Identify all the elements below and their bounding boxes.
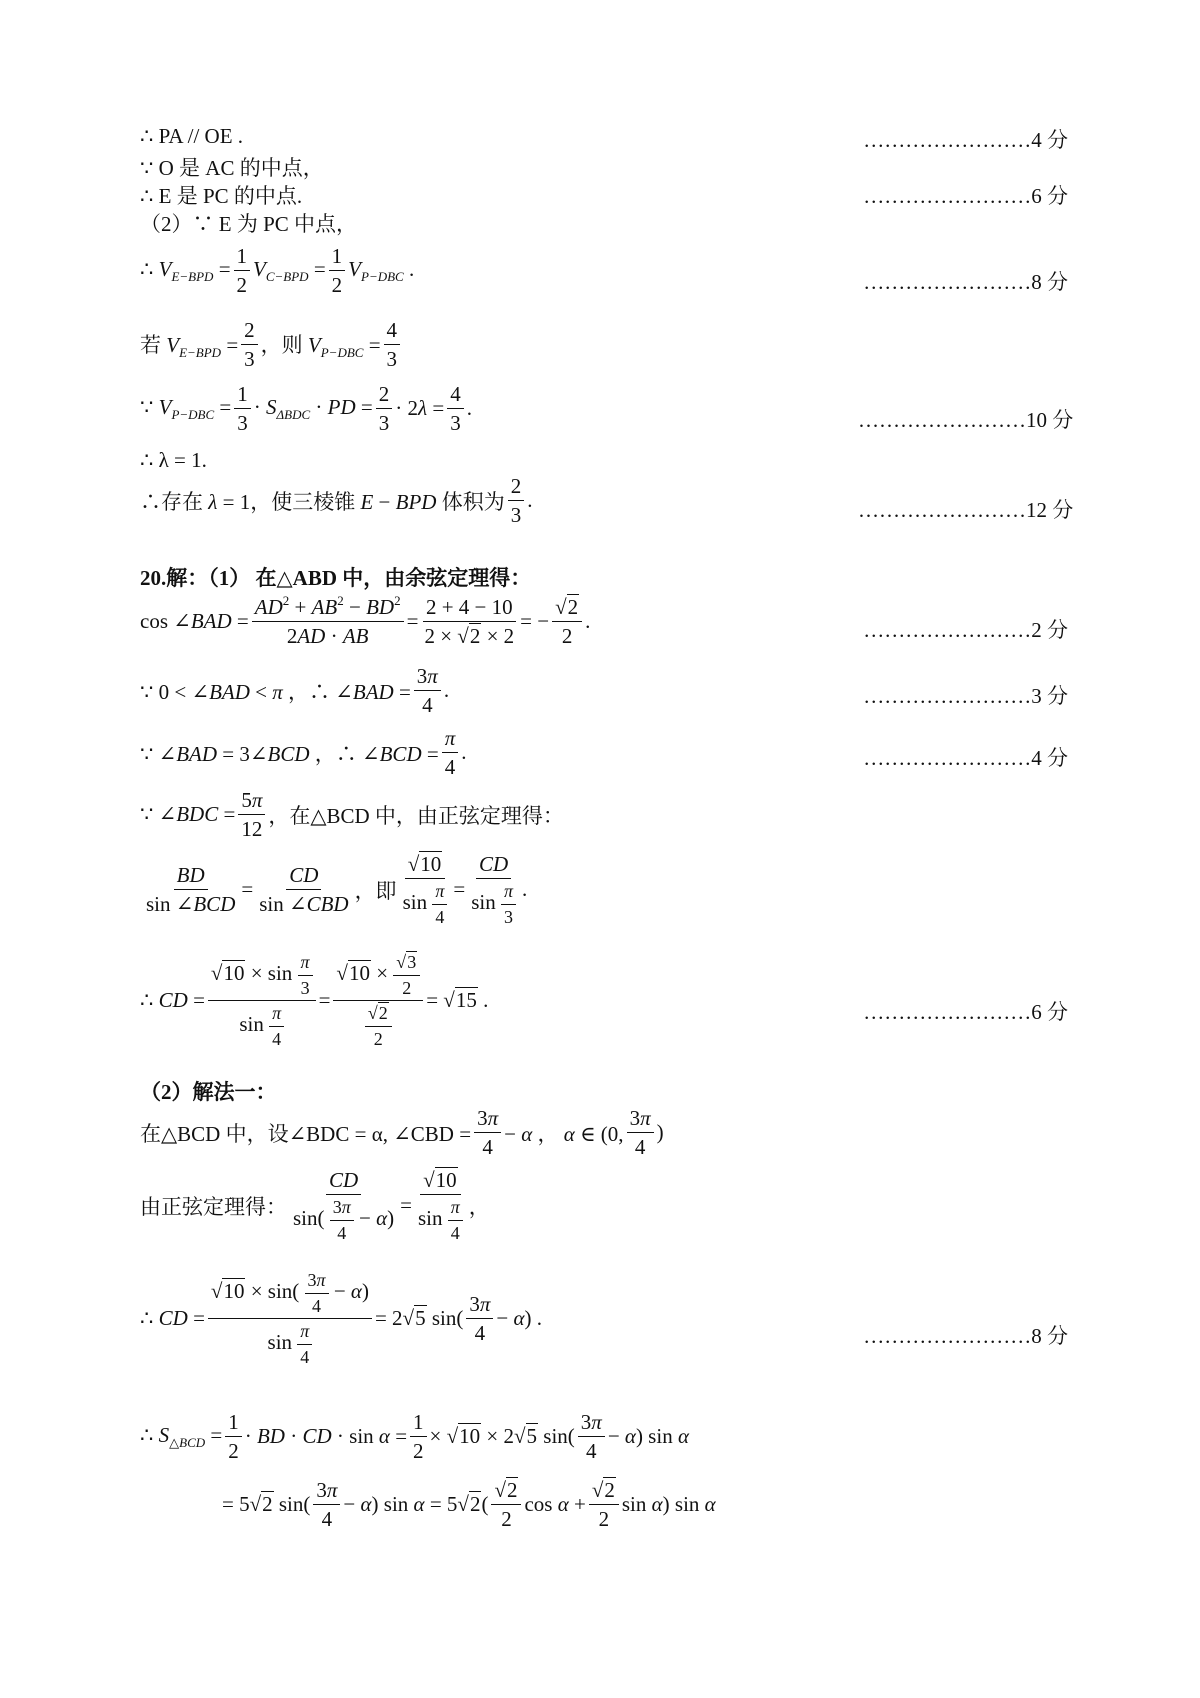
proof-line-pa-parallel-oe (140, 124, 243, 149)
score-8b: ……………………8 分 (863, 1324, 1068, 1348)
formula-angle-bad: ∵ 0 < ∠BAD < π ，∴ ∠BAD = $\frac{3\pi}{4}$ . (140, 664, 450, 718)
line-text: ∵ O 是 AC 的中点， (140, 156, 324, 180)
score-6: ……………………6 分 (863, 184, 1068, 208)
formula-law-of-sines: $\frac{BD}{\text{sin ∠BCD}}$ = $\frac{CD}{\text{sin ∠CBD}}$ ，即 √10 sin $\frac{\pi}{4}$ = CD sin $\frac{\pi}{3}$ . (146, 852, 528, 927)
score-8: ……………………8 分 (863, 270, 1068, 294)
line-text: ∴ E 是 PC 的中点. (140, 184, 303, 208)
line-text: 由正弦定理得： (140, 1194, 287, 1219)
score-10: ……………………10 分 (858, 408, 1074, 432)
line-text: ∴ λ = 1. (140, 448, 207, 472)
formula-set-angles: 在△BCD 中，设∠BDC = α, ∠CBD = $\frac{3\pi}{4}$ − α ， α ∈ (0, $\frac{3\pi}{4}$ ) (140, 1106, 664, 1160)
formula-cd-expression: ∴ CD = √10 × sin( $\frac{3\pi}{4}$ − α) sin $\frac{\pi}{4}$ = 2√5 sin( $\frac{3\pi}{4}$ − α) . (140, 1270, 542, 1368)
formula-conclusion-lambda: ∴存在 λ = 1，使三棱锥 E − BPD 体积为 $\frac{2}{3}$ . (140, 474, 533, 528)
proof-line-o-midpoint (140, 152, 324, 182)
formula-if-volume: 若 $V_{E-BPD}$ = $\frac{2}{3}$ ，则 $V_{P-DBC}$ = $\frac{4}{3}$ (140, 318, 403, 371)
formula-cos-bad: cos ∠BAD = $\frac{AD^2 + AB^2 - BD^2}{2AD \cdot AB}$ = $\frac{2 + 4 - 10}{2 \times √2 \times 2}$ = − $\frac{√2}{2}$ . (140, 593, 591, 649)
score-6b: ……………………6 分 (863, 1000, 1068, 1024)
problem-20-heading (140, 562, 531, 592)
score-3: ……………………3 分 (863, 684, 1068, 708)
formula-angle-bdc: ∵ ∠BDC = $\frac{5\pi}{12}$ ，在△BCD 中，由正弦定理得： (140, 788, 564, 842)
formula-volume-relation: ∴ $V_{E-BPD}$ = $\frac{1}{2}$ $V_{C-BPD}$ = $\frac{1}{2}$ $V_{P-DBC}$ . (140, 244, 415, 298)
formula-angle-bcd: ∵ ∠BAD = 3∠BCD ，∴ ∠BCD = $\frac{\pi}{4}$ . (140, 726, 467, 780)
proof-line-part2-start (140, 208, 357, 238)
line-text: （2）∵ E 为 PC 中点， (140, 212, 358, 236)
line-text: 在△BCD 中，设∠BDC = α, ∠CBD = (140, 1121, 472, 1146)
proof-line-e-midpoint (140, 180, 302, 210)
line-text: ，在△BCD 中，由正弦定理得： (268, 803, 564, 828)
formula-area-bcd: ∴ $S_{\triangle BCD}$ = $\frac{1}{2}$ · BD · CD · sin α = $\frac{1}{2}$ × √10 × 2√5 sin( $\frac{3\pi}{4}$ − α) sin α (140, 1410, 689, 1464)
line-text: （2）解法一： (140, 1080, 277, 1104)
score-2: ……………………2 分 (863, 618, 1068, 642)
formula-volume-pdbc: ∵ $V_{P-DBC}$ = $\frac{1}{3}$ · $S_{\Delta BDC}$ · PD = $\frac{2}{3}$ · 2λ = $\frac{4}{3}$ . (140, 382, 472, 436)
score-4b: ……………………4 分 (863, 746, 1068, 770)
formula-area-expansion: = 5√2 sin( $\frac{3\pi}{4}$ − α) sin α = 5√2( $\frac{√2}{2}$ cos α + $\frac{√2}{2}$ sin α) sin α (222, 1478, 716, 1532)
line-text: ∴ PA // OE . (140, 124, 244, 148)
formula-law-of-sines-2: 由正弦定理得： CD sin( $\frac{3\pi}{4}$ − α) = √10 sin $\frac{\pi}{4}$ ， (140, 1168, 490, 1243)
method-one-heading (140, 1076, 277, 1106)
score-12: ……………………12 分 (858, 498, 1074, 522)
score-4: ……………………4 分 (863, 128, 1068, 152)
proof-line-lambda (140, 448, 207, 473)
formula-cd-result: ∴ CD = √10 × sin $\frac{\pi}{3}$ sin $\frac{\pi}{4}$ = √10 × $\frac{√3}{2}$ $\frac{√2}{2}$ = √15 . (140, 952, 489, 1050)
line-text: 20.解：（1） 在△ABD 中，由余弦定理得： (140, 566, 532, 590)
